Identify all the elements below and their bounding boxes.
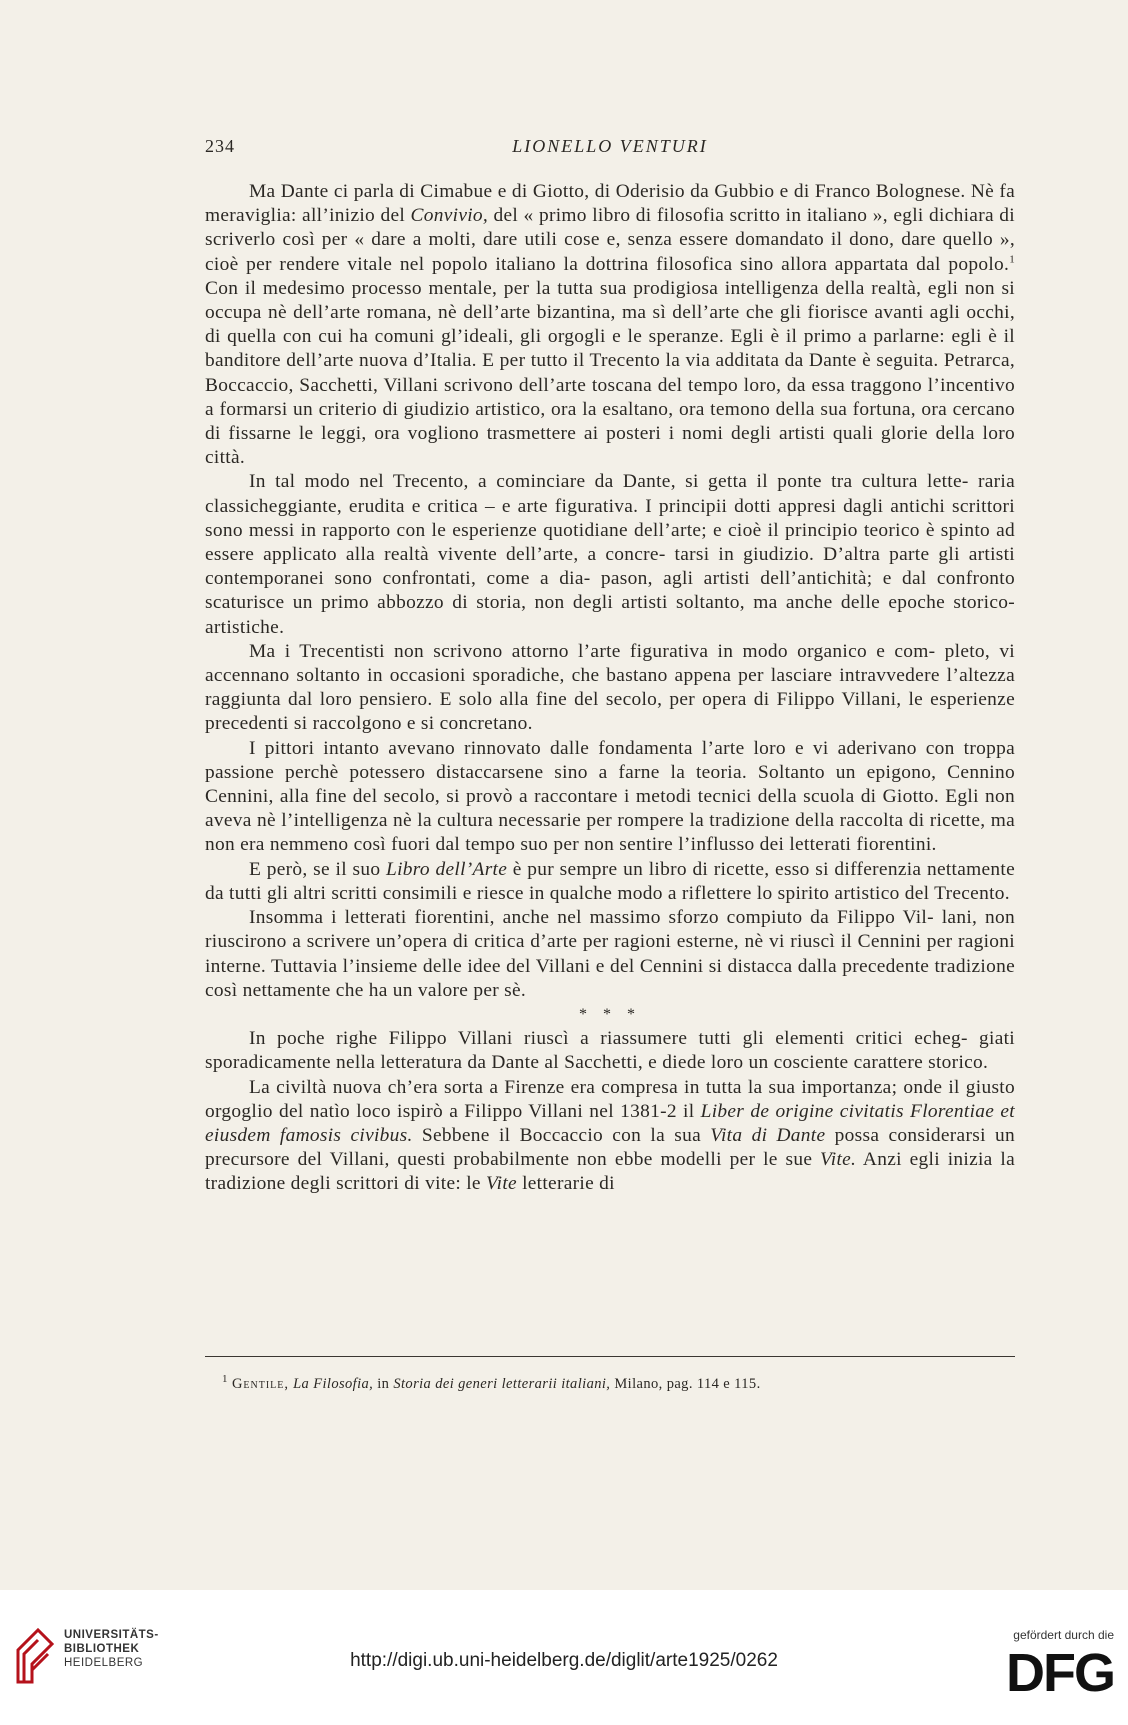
library-name-line2: BIBLIOTHEK (64, 1643, 140, 1655)
italic-title: Libro dell’Arte (386, 858, 508, 880)
footnote-title: La Filosofia, (293, 1376, 374, 1392)
section-asterism: * * * (579, 1005, 641, 1023)
footnote-author: Gentile, (231, 1376, 290, 1392)
sponsor-caption: gefördert durch die (1013, 1628, 1114, 1642)
italic-title: Liber de origine civitatis Florentiae et eiusdem famosis civibus. (205, 1100, 1015, 1146)
italic-title: Vita di Dante (710, 1124, 826, 1146)
body-paragraph: In poche righe Filippo Villani riuscì a riassumere tutti gli elementi critici echeg- giati sporadicamente nella letteratura da Dante al Sacchetti, e diede loro un cosciente carattere storico. (205, 1028, 1015, 1074)
footnote-series: Storia dei generi letterarii italiani, (393, 1376, 611, 1392)
footnote (222, 1373, 1012, 1393)
library-name-line3: HEIDELBERG (64, 1657, 144, 1669)
footnote-rest: Milano, pag. 114 e 115. (610, 1376, 761, 1392)
body-paragraph: Ma Dante ci parla di Cimabue e di Giotto, di Oderisio da Gubbio e di Franco Bolognese. Nè fa meraviglia: all’inizio del Convivio, del « primo libro di filosofia scritto in italiano », egli dichiara di scriverlo così per « dare a molti, dare utili cose e, senza essere domandato il dono, dare quello », cioè per rendere vitale nel popolo italiano la dottrina filosofica sino allora appartata dal popolo.$^1$ Con il medesimo processo mentale, per la tutta sua prodigiosa intelligenza della realtà, egli non si occupa nè dell’arte romana, nè dell’arte bizantina, ma sì dell’arte che gli fiorisce avanti agli occhi, di quella con cui ha comuni gl’ideali, gli orgogli e le speranze. Egli è il primo a parlarne: egli è il banditore dell’arte nuova d’Italia. E per tutto il Trecento la via additata da Dante è seguita. Petrarca, Boccaccio, Sacchetti, Villani scrivono dell’arte toscana del tempo loro, da essa traggono l’incentivo a formarsi un criterio di giudizio artistico, ora la esaltano, ora temono della sua fortuna, ora cercano di fissarne le leggi, ora vogliono trasmettere ai posteri i nomi degli artisti quali glorie della loro città. (205, 181, 1015, 469)
footnote-marker: 1 (222, 1373, 228, 1386)
footnote-rule (205, 1356, 1015, 1357)
body-paragraph: I pittori intanto avevano rinnovato dalle fondamenta l’arte loro e vi aderivano con troppa passione perchè potessero distaccarsene sino a farne la teoria. Soltanto un epigono, Cennino Cennini, alla fine del secolo, si provò a raccontare i metodi tecnici della scuola di Giotto. Egli non aveva nè l’intelligenza nè la cultura necessarie per rompere la tradizione della raccolta di ricette, ma non era nemmeno così fuori dal tempo suo per non sentire l’influsso dei letterati fiorentini. (205, 737, 1015, 856)
dfg-logo: DFG (1006, 1643, 1114, 1703)
body-text (205, 180, 1015, 1197)
italic-title: Vite (485, 1173, 517, 1195)
source-url[interactable]: http://digi.ub.uni-heidelberg.de/diglit/arte1925/0262 (350, 1650, 778, 1671)
page-number: 234 (205, 136, 235, 156)
library-name-line1: UNIVERSITÄTS- (64, 1629, 159, 1641)
body-paragraph: E però, se il suo Libro dell’Arte è pur sempre un libro di ricette, esso si differenzia nettamente da tutti gli altri scritti consimili e riesce in qualche modo a riflettere lo spirito artistico del Trecento. (205, 858, 1016, 904)
running-title: LIONELLO VENTURI (512, 136, 708, 156)
italic-title: Vite. (820, 1149, 857, 1171)
body-paragraph: La civiltà nuova ch’era sorta a Firenze era compresa in tutta la sua importanza; onde il giusto orgoglio del natìo loco ispirò a Filippo Villani nel 1381-2 il Liber de origine civitatis Florentiae et eiusdem famosis civibus. Sebbene il Boccaccio con la sua Vita di Dante possa considerarsi un precursore del Villani, questi probabilmente non ebbe modelli per le sue Vite. Anzi egli inizia la tradizione degli scrittori di vite: le Vite letterarie di (205, 1076, 1015, 1195)
body-paragraph: In tal modo nel Trecento, a cominciare da Dante, si getta il ponte tra cultura lette- raria classicheggiante, erudita e critica – e arte figurativa. I principii dotti appresi dagli antichi scrittori sono messi in rapporto con le esperienze quotidiane dell’arte; e cioè il principio teorico è spinto ad essere applicato alla realtà vivente dell’arte, a concre- tarsi in giudizio. D’altra parte gli artisti contemporanei sono confrontati, come a dia- pason, agli artisti dell’antichità; e dal confronto scaturisce un primo abbozzo di storia, non degli artisti soltanto, ma anche delle epoche storico-artistiche. (205, 471, 1015, 638)
page-header (205, 136, 1015, 166)
digitization-footer (0, 1590, 1128, 1725)
body-paragraph: Ma i Trecentisti non scrivono attorno l’arte figurativa in modo organico e com- pleto, vi accennano soltanto in occasioni sporadiche, che bastano appena per lasciare intravvedere l’altezza raggiunta dal loro pensiero. E solo alla fine del secolo, per opera di Filippo Villani, le esperienze precedenti si raccolgono e si concretano. (205, 640, 1015, 735)
italic-title: Convivio, (410, 205, 489, 227)
body-paragraph: Insomma i letterati fiorentini, anche nel massimo sforzo compiuto da Filippo Vil- lani, non riuscirono a scrivere un’opera di critica d’arte per ragioni esterne, nè vi riuscì il Cennini per ragioni interne. Tuttavia l’insieme delle idee del Villani e del Cennini si distacca dalla precedente tradizione così nettamente che ha un valore per sè. (205, 907, 1015, 1001)
footnote-reference: 1 (1009, 253, 1015, 266)
footnote-mid: in (373, 1376, 394, 1392)
